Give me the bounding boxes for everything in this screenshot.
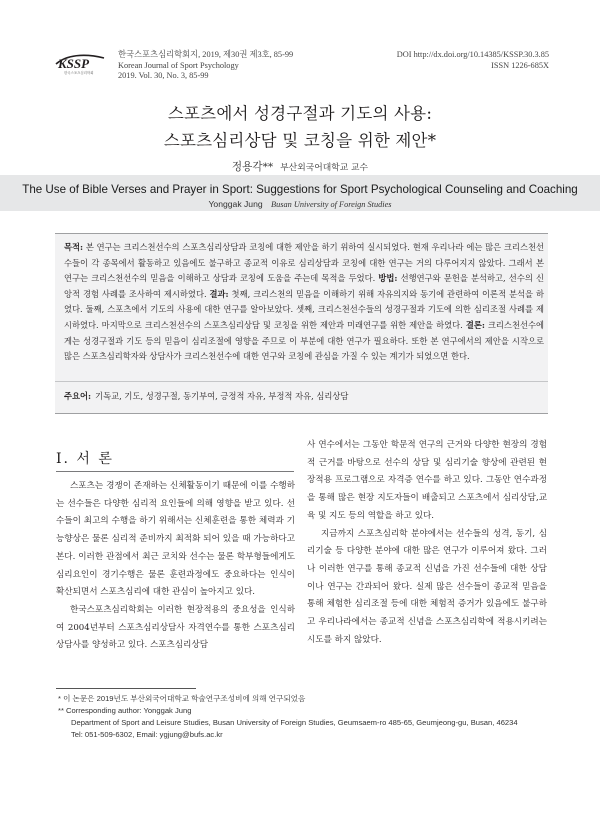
abstract-purpose-label: 목적:	[64, 242, 84, 252]
abstract-results-label: 결과:	[209, 288, 229, 299]
abstract-method: 선행연구와 문헌을 분석하고, 선수의 신앙적 경험 사례를 조사하여 제시하였다.	[64, 273, 544, 299]
abstract-conclusion: 크리스천선수에게는 성경구절과 기도 등의 믿음이 심리조절에 영향을 주므로 이 부분에 대한 연구가 필요하다. 또한 본 연구에서의 제안을 시작으로 많은 스포츠심리학자와 상담사가 크리스천선수에 대한 연구와 코칭에 관심을 가질 수 있는 계기가 되었으면 한다.	[64, 319, 544, 362]
body-paragraph: 스포츠는 경쟁이 존재하는 신체활동이기 때문에 이를 수행하는 선수들은 다양한 심리적 요인들에 의해 영향을 받고 있다. 선수들이 최고의 수행을 하기 위해서는 신체훈련을 통한 체력과 기능향상은 물론 심리적 준비까지 최적화 되어 있을 때 가능하다고 본다. 이러한 관점에서 최근 코치와 선수는 물론 학부형들에게도 심리요인이 경기수행은 물론 훈련과정에도 중요하다는 인식이 확산되면서 스포츠심리에 대한 관심이 높아지고 있다.	[56, 481, 295, 598]
journal-logo	[54, 51, 106, 75]
footnote-address: Department of Sport and Leisure Studies, Busan University of Foreign Studies, Geumsaem-ro 485-65, Geumjeong-gu, Busan, 46234	[71, 717, 518, 727]
footnote-contact: Tel: 051-509-6302, Email: ygjung@bufs.ac.kr	[71, 729, 223, 739]
abstract-purpose: 본 연구는 크리스천선수의 스포츠심리상담과 코칭에 대한 제안을 하기 위하여 실시되었다. 현재 우리나라 에는 많은 크리스천선수들이 각 종목에서 활동하고 있음에도 불구하고 종교적 이유로 심리상담과 코칭에 대한 연구는 거의 다루어지지 않았다. 그래서 본 연구는 크리스천선수의 믿음을 이해하고 상담과 코칭에 도움을 주는데 목적을 두었다.	[64, 242, 544, 284]
issn: ISSN 1226-685X	[491, 60, 549, 70]
author-name-en: Yonggak Jung	[208, 199, 263, 209]
body-paragraph: 사 연수에서는 그동안 학문적 연구의 근거와 다양한 현장의 경험적 근거를 바탕으로 선수의 상담 및 심리기술 향상에 관련된 현장적용 프로그램으로 자격증 연수를 하고 있다. 그동안 연수과정을 통해 많은 현장 지도자들이 배출되고 스포츠에서 심리상담,교육 및 지도 등의 역할을 하고 있다.	[307, 440, 547, 521]
title-line-2: 스포츠심리상담 및 코칭을 위한 제안*	[163, 131, 437, 150]
logo-text: KSSP	[58, 56, 90, 71]
journal-line-ko: 한국스포츠심리학회지, 2019, 제30권 제3호, 85-99	[118, 50, 294, 59]
journal-citation	[118, 50, 293, 82]
footnotes	[58, 693, 548, 741]
english-title: The Use of Bible Verses and Prayer in Sport: Suggestions for Sport Psychological Counseling and Coaching	[22, 183, 578, 196]
doi-link[interactable]: DOI http://dx.doi.org/10.14385/KSSP.30.3.85	[396, 50, 549, 59]
footnote-funding: * 이 논문은 2019년도 부산외국어대학교 학술연구조성비에 의해 연구되었음	[58, 694, 306, 703]
abstract-conclusion-label: 결론:	[465, 319, 485, 330]
section-heading: Ⅰ. 서 론	[56, 451, 114, 467]
doi-block	[397, 50, 549, 71]
paper-title	[0, 100, 600, 154]
body-paragraph: 지금까지 스포츠심리학 분야에서는 선수들의 성격, 동기, 심리기술 등 다양한 분야에 대한 많은 연구가 이루어져 왔다. 그러나 이러한 연구를 통해 종교적 신념을 가진 선수들에 대한 상담이나 연구는 간과되어 왔다. 실제 많은 선수들이 종교적 믿음을 통해 체험한 심리조절 등에 대한 체험적 증거가 있음에도 불구하고 우리나라에서는 종교적 신념을 스포츠심리학에 적용시키려는 시도를 하지 않았다.	[307, 528, 547, 645]
author-affiliation-en: Busan University of Foreign Studies	[271, 200, 392, 209]
body-column-right	[307, 437, 547, 649]
journal-volume-line: 2019. Vol. 30, No. 3, 85-99	[118, 71, 209, 81]
body-column-left	[56, 478, 295, 655]
keywords-list: 기독교, 기도, 성경구절, 동기부여, 긍정적 자유, 부정적 자유, 심리상담	[95, 391, 349, 401]
title-line-1: 스포츠에서 성경구절과 기도의 사용:	[167, 104, 433, 123]
author-affiliation: 부산외국어대학교 교수	[280, 163, 369, 173]
author-english	[0, 199, 600, 209]
keywords	[64, 390, 544, 403]
abstract-results: 첫째, 크리스천의 믿음을 이해하기 위해 자유의지와 동기에 관련하여 이론적 분석을 하였다. 둘째, 스포츠에서 기도의 사용에 대한 연구를 알아보았다. 셋째, 크리스천선수들의 성경구절과 기도에 의한 심리조절 사례를 제시하였다. 마지막으로 크리스천선수의 스포츠심리상담 및 코칭을 위한 제안과 미래연구를 위한 제안을 하였다.	[64, 288, 545, 330]
logo-subtext: 한국스포츠심리학회	[64, 71, 94, 75]
author-korean	[0, 159, 600, 174]
section-heading-rule	[56, 471, 294, 472]
footnote-rule	[56, 688, 196, 689]
abstract-method-label: 방법:	[378, 273, 398, 284]
journal-line-en: Korean Journal of Sport Psychology	[118, 60, 239, 70]
body-paragraph: 한국스포츠심리학회는 이러한 현장적용의 중요성을 인식하여 2004년부터 스포츠심리상담사 자격연수를 통한 스포츠심리상담사를 양성하고 있다. 스포츠심리상담	[56, 604, 295, 651]
author-name: 정용각**	[231, 161, 274, 173]
abstract	[64, 240, 544, 365]
footnote-corresponding: ** Corresponding author: Yonggak Jung	[58, 705, 192, 715]
keywords-divider	[55, 381, 548, 382]
keywords-label: 주요어:	[64, 391, 92, 401]
